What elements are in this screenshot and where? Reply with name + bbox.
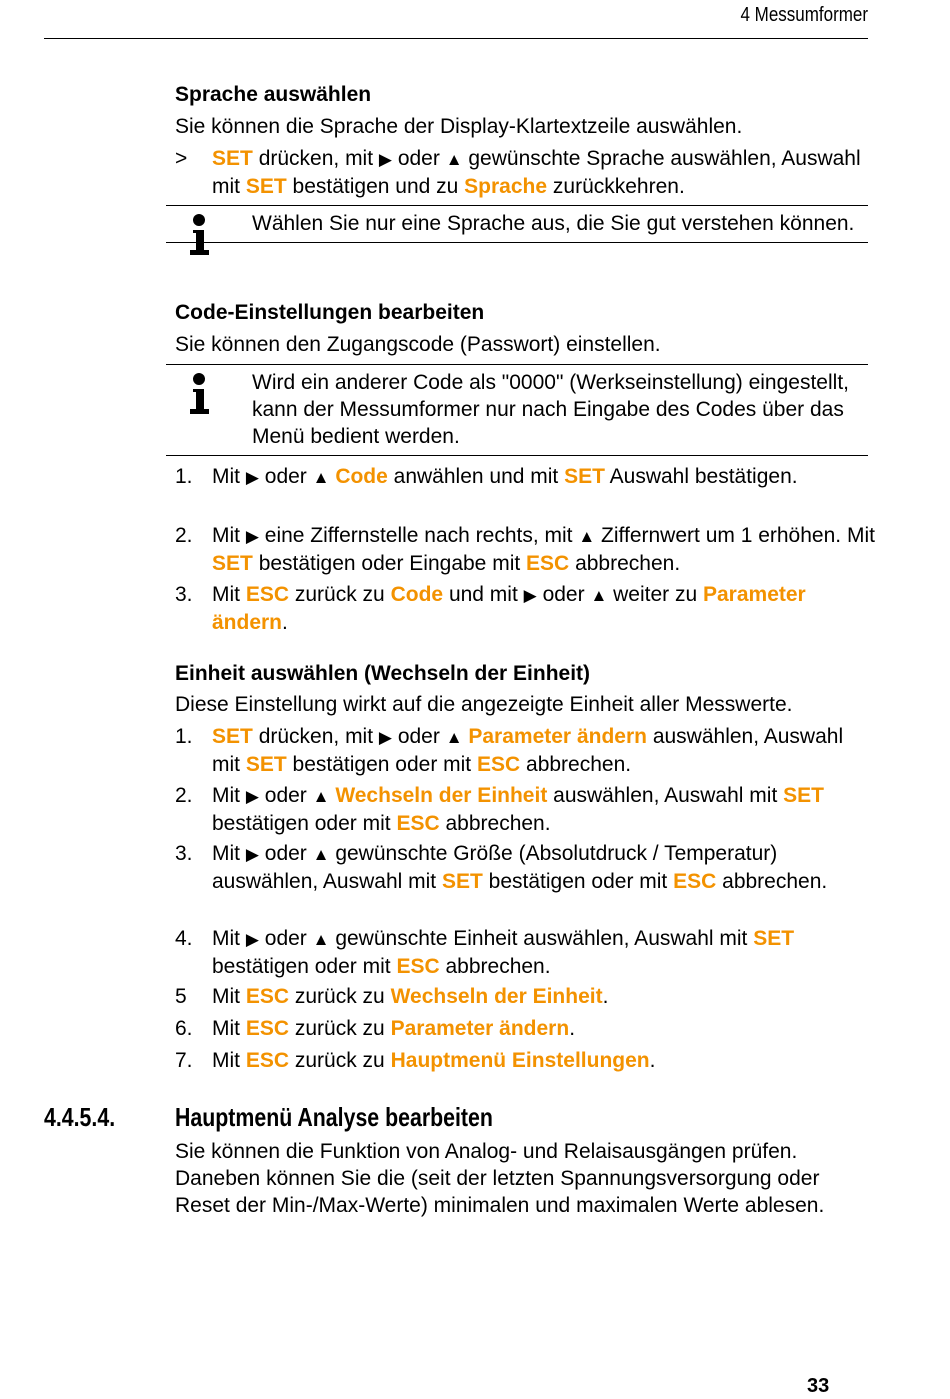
einheit-step-5: 5 Mit ESC zurück zu Wechseln der Einheit.: [175, 985, 609, 1008]
section-number: 4.4.5.4.: [44, 1102, 116, 1132]
instruction-sprache: > SET drücken, mit ▶ oder ▲ gewünschte Sprache auswählen, Auswahl mit SET bestätigen und zu Sprache zurückkehren.: [175, 147, 861, 198]
info-note-code: [166, 364, 868, 456]
right-arrow-icon: ▶: [245, 468, 259, 487]
info-icon: [186, 214, 212, 256]
right-arrow-icon: ▶: [245, 527, 259, 546]
bullet-marker: >: [175, 147, 188, 170]
heading-sprache: Sprache auswählen: [175, 83, 372, 106]
up-arrow-icon: ▲: [578, 527, 596, 546]
intro-einheit: Diese Einstellung wirkt auf die angezeigte Einheit aller Messwerte.: [175, 693, 793, 716]
code-step-3: 3. Mit ESC zurück zu Code und mit ▶ oder ▲ weiter zu Parameter ändern.: [175, 583, 806, 634]
up-arrow-icon: ▲: [445, 150, 463, 169]
note-text-sprache: Wählen Sie nur eine Sprache aus, die Sie gut verstehen können.: [252, 212, 855, 235]
note-text-code: Wird ein anderer Code als "0000" (Werkseinstellung) eingestellt, kann der Messumformer nur nach Eingabe des Codes über das Menü bedient werden.: [252, 371, 849, 448]
up-arrow-icon: ▲: [312, 930, 330, 949]
intro-code: Sie können den Zugangscode (Passwort) einstellen.: [175, 333, 661, 356]
code-step-1: 1. Mit ▶ oder ▲ Code anwählen und mit SET Auswahl bestätigen.: [175, 465, 798, 488]
info-icon: [186, 373, 212, 415]
einheit-step-2: 2. Mit ▶ oder ▲ Wechseln der Einheit auswählen, Auswahl mit SET bestätigen oder mit ESC abbrechen.: [175, 784, 824, 835]
up-arrow-icon: ▲: [312, 845, 330, 864]
section-title: Hauptmenü Analyse bearbeiten: [175, 1102, 493, 1132]
einheit-step-3: 3. Mit ▶ oder ▲ gewünschte Größe (Absolutdruck / Temperatur) auswählen, Auswahl mit SET bestätigen oder mit ESC abbrechen.: [175, 842, 828, 893]
running-header: 4 Messumformer: [740, 4, 868, 26]
right-arrow-icon: ▶: [245, 845, 259, 864]
einheit-step-7: 7. Mit ESC zurück zu Hauptmenü Einstellungen.: [175, 1049, 656, 1072]
heading-code: Code-Einstellungen bearbeiten: [175, 301, 485, 324]
right-arrow-icon: ▶: [245, 930, 259, 949]
right-arrow-icon: ▶: [523, 586, 537, 605]
header-divider: [44, 38, 868, 39]
up-arrow-icon: ▲: [590, 586, 608, 605]
up-arrow-icon: ▲: [445, 728, 463, 747]
code-step-2: 2. Mit ▶ eine Ziffernstelle nach rechts, mit ▲ Ziffernwert um 1 erhöhen. Mit SET bestätigen oder Eingabe mit ESC abbrechen.: [175, 524, 875, 575]
up-arrow-icon: ▲: [312, 468, 330, 487]
einheit-step-1: 1. SET drücken, mit ▶ oder ▲ Parameter ändern auswählen, Auswahl mit SET bestätigen oder mit ESC abbrechen.: [175, 725, 844, 776]
info-note-sprache: [166, 205, 868, 243]
right-arrow-icon: ▶: [378, 728, 392, 747]
heading-einheit: Einheit auswählen (Wechseln der Einheit): [175, 662, 591, 685]
intro-sprache: Sie können die Sprache der Display-Klartextzeile auswählen.: [175, 115, 743, 138]
einheit-step-4: 4. Mit ▶ oder ▲ gewünschte Einheit auswählen, Auswahl mit SET bestätigen oder mit ESC abbrechen.: [175, 927, 795, 978]
right-arrow-icon: ▶: [378, 150, 392, 169]
analyse-body: Sie können die Funktion von Analog- und Relaisausgängen prüfen. Daneben können Sie die (seit der letzten Spannungsversorgung oder Reset der Min-/Max-Werte) minimalen und maximalen Werte ablesen.: [175, 1140, 825, 1217]
up-arrow-icon: ▲: [312, 787, 330, 806]
right-arrow-icon: ▶: [245, 787, 259, 806]
einheit-step-6: 6. Mit ESC zurück zu Parameter ändern.: [175, 1017, 576, 1040]
page-number: 33: [807, 1375, 830, 1397]
